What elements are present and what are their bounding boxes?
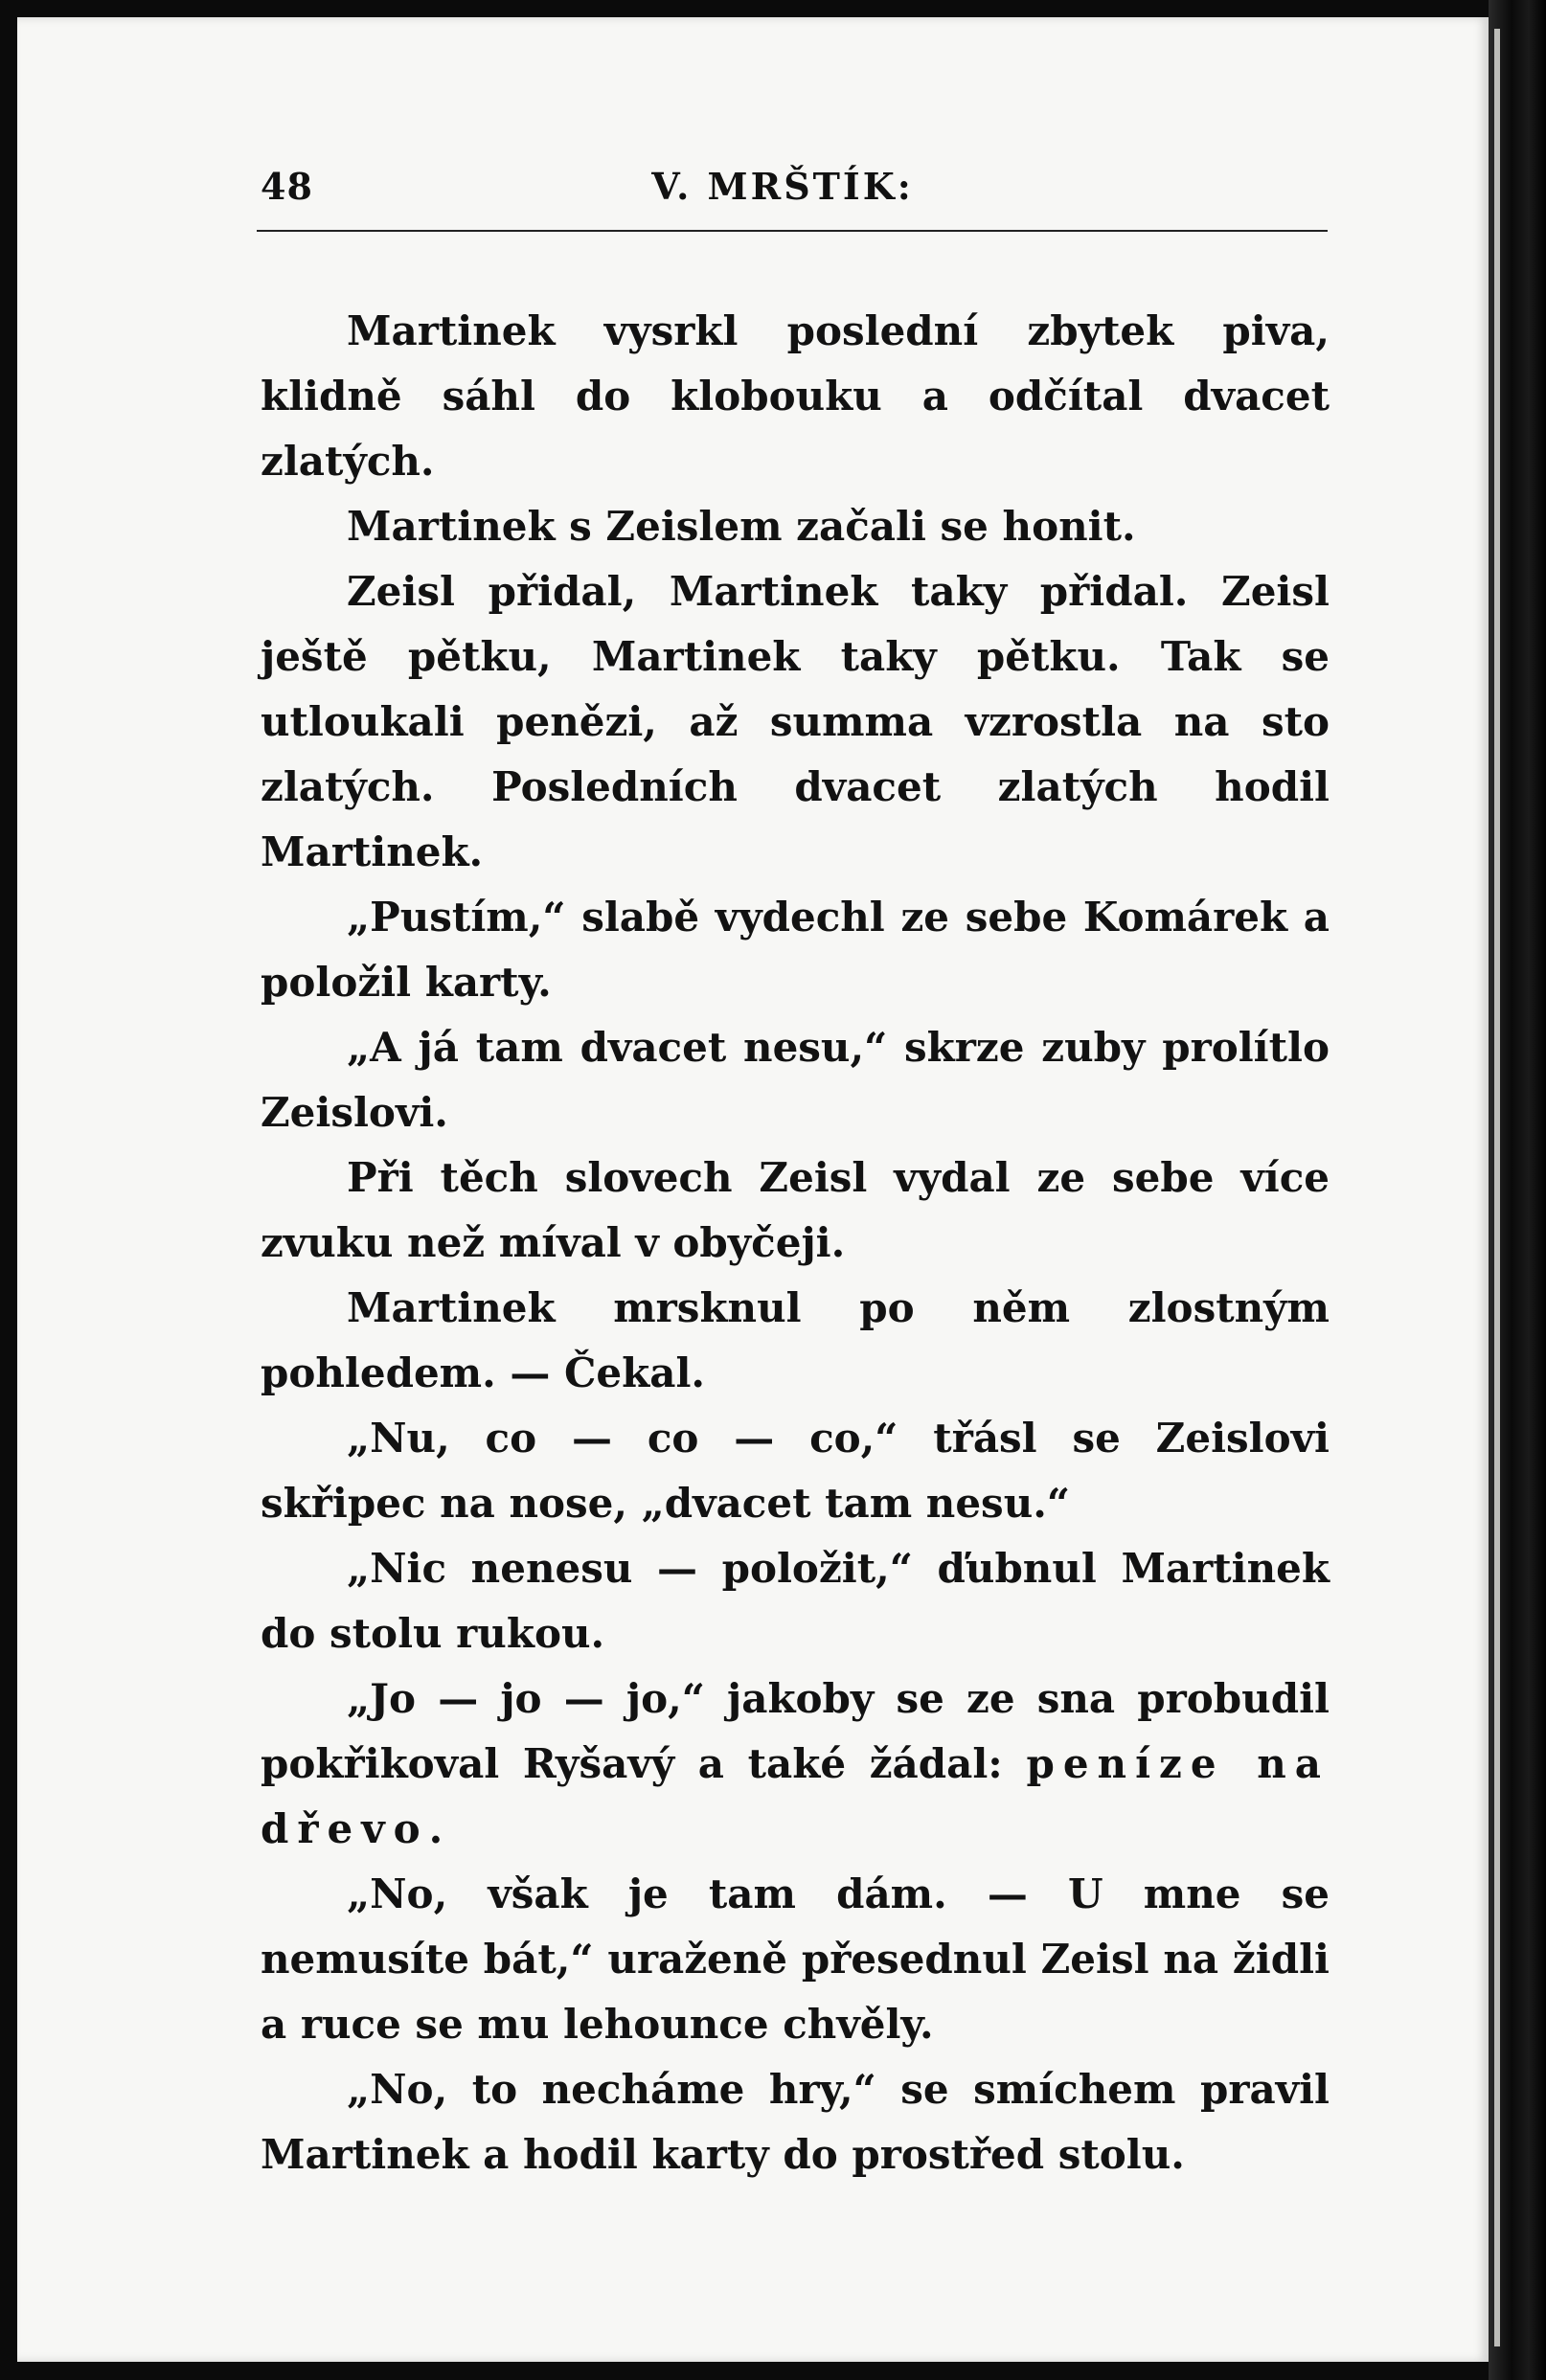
paragraph: „A já tam dvacet nesu,“ skrze zuby prolítlo Zeislovi.: [261, 1024, 1330, 1136]
page-edge-line: [1494, 29, 1500, 2346]
page-header: [241, 161, 1324, 224]
paragraph: „Pustím,“ slabě vydechl ze sebe Komárek a položil karty.: [261, 894, 1330, 1006]
paragraph-text: .: [428, 1805, 443, 1852]
body-text: [261, 299, 1330, 2187]
paragraph-text: „Jo — jo — jo,“ jakoby se ze sna probudil pokřikoval Ryšavý a také žádal:: [261, 1675, 1330, 1787]
paragraph: Martinek vysrkl poslední zbytek piva, klidně sáhl do klobouku a odčítal dvacet zlatých.: [261, 307, 1330, 485]
paragraph: „No, však je tam dám. — U mne se nemusíte bát,“ uraženě přesednul Zeisl na židli a ruce se mu lehounce chvěly.: [261, 1870, 1330, 2048]
paragraph: Při těch slovech Zeisl vydal ze sebe více zvuku než míval v obyčeji.: [261, 1154, 1330, 1266]
paragraph: „Nu, co — co — co,“ třásl se Zeislovi skřipec na nose, „dvacet tam nesu.“: [261, 1415, 1330, 1527]
paragraph: Zeisl přidal, Martinek taky přidal. Zeisl ještě pětku, Martinek taky pětku. Tak se utloukali penězi, až summa vzrostla na sto zlatých. Posledních dvacet zlatých hodil Martinek.: [261, 568, 1330, 875]
page-number: 48: [261, 165, 313, 208]
paragraph: „No, to necháme hry,“ se smíchem pravil Martinek a hodil karty do prostřed stolu.: [261, 2066, 1330, 2178]
spaced-emphasis: peníze na dřevo: [261, 1740, 1330, 1852]
paragraph: Martinek mrsknul po něm zlostným pohledem. — Čekal.: [261, 1284, 1330, 1396]
paragraph: „Nic nenesu — položit,“ ďubnul Martinek do stolu rukou.: [261, 1545, 1330, 1657]
paragraph: Martinek s Zeislem začali se honit.: [347, 503, 1136, 550]
paragraph: [261, 1666, 1330, 1862]
running-head: V. MRŠTÍK:: [651, 165, 914, 208]
header-rule: [257, 230, 1328, 232]
